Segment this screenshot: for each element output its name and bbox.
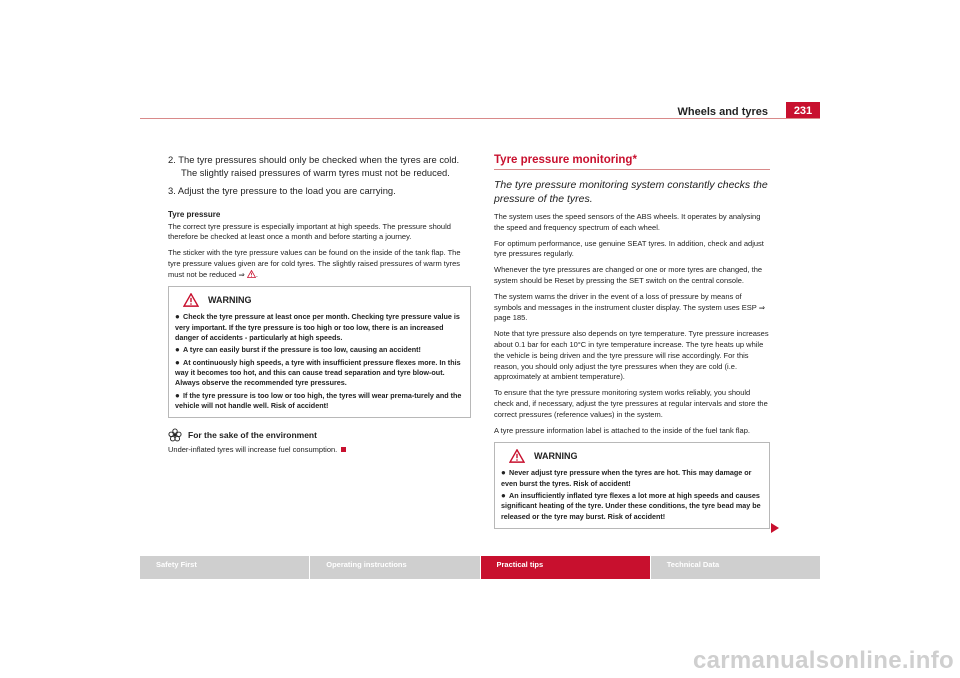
section-lead: The tyre pressure monitoring system constantly checks the pressure of the tyres.: [494, 179, 768, 205]
tab-operating-instructions[interactable]: Operating instructions: [310, 556, 479, 579]
warning-item-text: Never adjust tyre pressure when the tyres are hot. This may damage or even burst the tyres. Risk of accident!: [501, 468, 752, 488]
paragraph: Note that tyre pressure also depends on tyre temperature. Tyre pressure increases about 0.1 bar for each 10°C in tyre temperature increase. The tyre heats up while the vehicle is being driven and the tyre pressure will rise accordingly. For this reason, you should only adjust the tyre pressures when they are cold (i.e. approximately at ambient temperature).: [494, 329, 769, 382]
bullet-icon: ●: [175, 390, 180, 400]
right-column: [494, 154, 770, 529]
warning-item: [175, 391, 465, 412]
warning-item: [175, 312, 465, 343]
tab-practical-tips[interactable]: Practical tips: [481, 556, 650, 579]
warning-item: [501, 468, 764, 489]
warning-item-text: If the tyre pressure is too low or too high, the tyres will wear prema-turely and the vehicle will not handle well. Risk of accident!: [175, 390, 462, 410]
page-number: 231: [786, 102, 820, 119]
left-column: [168, 154, 471, 461]
subheading-tyre-pressure: Tyre pressure: [168, 209, 221, 219]
footer-tabs: [140, 556, 820, 579]
tab-technical-data[interactable]: Technical Data: [651, 556, 820, 579]
paragraph: The system uses the speed sensors of the ABS wheels. It operates by analysing the speed and frequency spectrum of each wheel.: [494, 212, 761, 232]
warning-triangle-icon: [509, 449, 525, 463]
bullet-icon: ●: [501, 490, 506, 500]
warning-triangle-icon: [247, 270, 256, 278]
bullet-icon: ●: [175, 357, 180, 367]
warning-header: [183, 293, 465, 307]
warning-title: WARNING: [208, 295, 252, 306]
warning-header: [509, 449, 764, 463]
section-title: Tyre pressure monitoring*: [494, 154, 637, 166]
paragraph: Whenever the tyre pressures are changed or one or more tyres are changed, the system should be Reset by pressing the SET switch on the central console.: [494, 265, 763, 285]
paragraph: The system warns the driver in the event of a loss of pressure by means of symbols and messages in the instrument cluster display. The system uses ESP ⇒ page 185.: [494, 291, 765, 323]
environment-text: Under-inflated tyres will increase fuel consumption.: [168, 445, 338, 455]
paragraph-text: The sticker with the tyre pressure values can be found on the inside of the tank flap. The tyre pressure values given are for cold tyres. The slightly raised pressures of warm tyres must not be reduced ⇒: [168, 248, 461, 279]
warning-box-right: [494, 442, 770, 528]
paragraph: To ensure that the tyre pressure monitoring system works reliably, you should check and, if necessary, adjust the tyre pressures at regular intervals and store the correct pressures (reference values) in the system.: [494, 388, 768, 419]
warning-item-text: An insufficiently inflated tyre flexes a lot more at high speeds and causes significant heating of the tyre. Under these conditions, the tyre bead may be released or the tyre may burst. Risk of accident!: [501, 490, 761, 521]
end-of-section-icon: [341, 447, 346, 452]
environment-flower-icon: [168, 428, 182, 442]
environment-note: [168, 445, 471, 456]
warning-item: [175, 345, 465, 355]
section-divider: [494, 169, 770, 170]
warning-box-left: [168, 286, 471, 418]
paragraph: A tyre pressure information label is attached to the inside of the fuel tank flap.: [494, 425, 750, 435]
bullet-icon: ●: [501, 468, 506, 478]
bullet-icon: ●: [175, 312, 180, 322]
tab-safety-first[interactable]: Safety First: [140, 556, 309, 579]
header-divider: [140, 118, 820, 119]
step-3: 3. Adjust the tyre pressure to the load you are carrying.: [168, 185, 396, 196]
environment-title: For the sake of the environment: [188, 430, 317, 441]
step-2: 2. The tyre pressures should only be checked when the tyres are cold. The slightly raised pressures of warm tyres must not be reduced.: [168, 154, 460, 178]
environment-header: [168, 428, 471, 442]
warning-item-text: A tyre can easily burst if the pressure is too low, causing an accident!: [183, 345, 421, 355]
continue-arrow-icon[interactable]: [771, 523, 779, 533]
warning-item-text: Check the tyre pressure at least once per month. Checking tyre pressure value is very important. If the tyre pressure is too high or too low, there is an increased danger of accidents - particularly at high speeds.: [175, 312, 460, 343]
warning-title: WARNING: [534, 451, 578, 462]
bullet-icon: ●: [175, 345, 180, 355]
warning-triangle-icon: [183, 293, 199, 307]
page-header-title: Wheels and tyres: [677, 106, 768, 118]
warning-item: [501, 491, 764, 522]
warning-item-text: At continuously high speeds, a tyre with insufficient pressure flexes more. In this way it becomes too hot, and this can cause tread separation and tyre blow-out. Always observe the recommended tyre pressures.: [175, 357, 461, 388]
paragraph: For optimum performance, use genuine SEAT tyres. In addition, check and adjust tyre pressures regularly.: [494, 238, 764, 259]
warning-item: [175, 358, 465, 389]
paragraph-with-warning-ref: The sticker with the tyre pressure values can be found on the inside of the tank flap. The tyre pressure values given are for cold tyres. The slightly raised pressures of warm tyres must not be reduced ⇒ .: [168, 248, 461, 279]
watermark: carmanualsonline.info: [692, 647, 954, 674]
paragraph: The correct tyre pressure is especially important at high speeds. The pressure should therefore be checked at least once a month and before starting a journey.: [168, 221, 451, 242]
